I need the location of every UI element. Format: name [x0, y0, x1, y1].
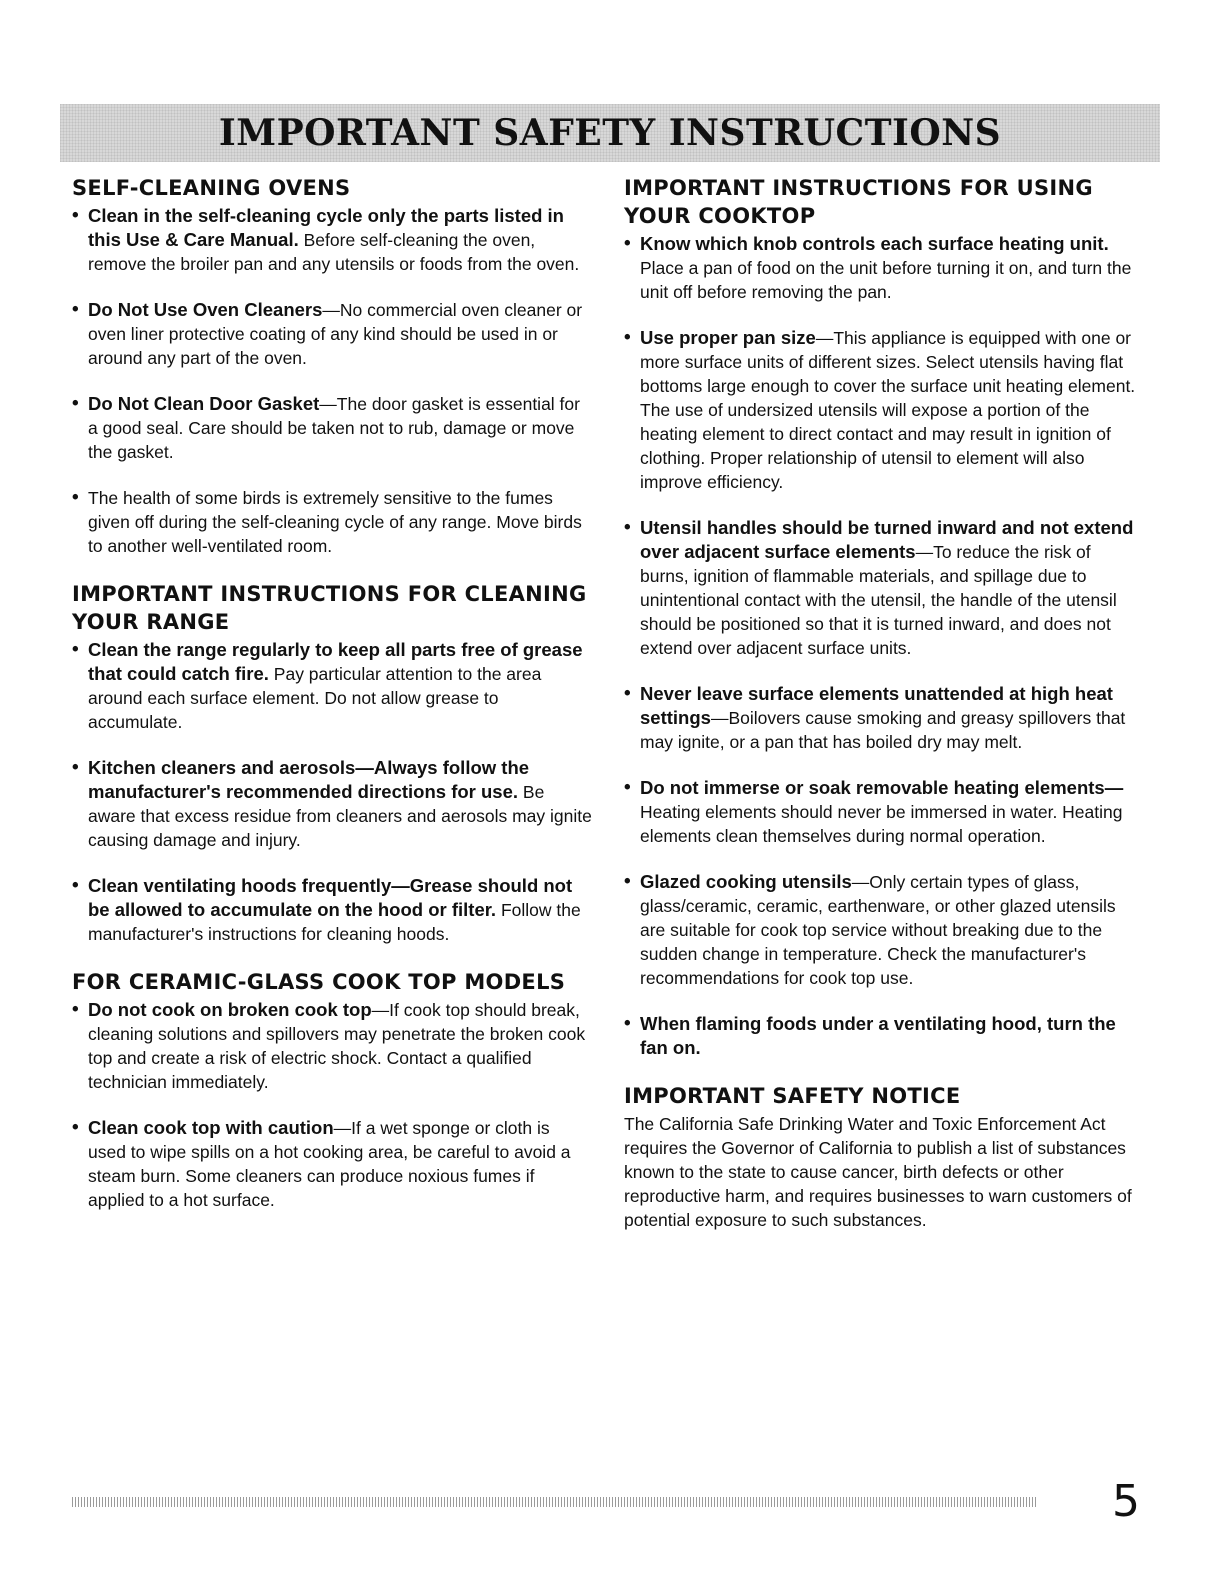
instruction-lead: Never leave surface elements unattended at high heat settings: [640, 683, 1113, 728]
instruction-item: [72, 204, 592, 276]
instruction-text: —To reduce the risk of burns, ignition of flammable materials, and spillage due to unintentional contact with the utensil, the handle of the utensil should be positioned so that it is turned inward, and does not extend over adjacent surface units.: [640, 542, 1117, 658]
instruction-text: —If a wet sponge or cloth is used to wipe spills on a hot cooking area, be careful to avoid a steam burn. Some cleaners can produce noxious fumes if applied to a hot surface.: [88, 1118, 571, 1210]
instruction-text: —Boilovers cause smoking and greasy spillovers that may ignite, or a pan that has boiled dry may melt.: [640, 708, 1126, 752]
page-number: 5: [1112, 1476, 1140, 1527]
instruction-item: [72, 756, 592, 852]
instruction-section: [72, 968, 592, 1212]
instruction-text: Heating elements should never be immersed in water. Heating elements clean themselves during normal operation.: [640, 802, 1123, 846]
right-column: [624, 174, 1144, 1254]
instruction-item: [624, 776, 1144, 848]
instruction-text: Place a pan of food on the unit before turning it on, and turn the unit off before removing the pan.: [640, 258, 1132, 302]
instruction-text: Pay particular attention to the area around each surface element. Do not allow grease to accumulate.: [88, 664, 542, 732]
instruction-lead: When flaming foods under a ventilating hood, turn the fan on.: [640, 1013, 1116, 1058]
instruction-item: [72, 998, 592, 1094]
right-sections: [624, 174, 1144, 1060]
left-column: [72, 174, 592, 1234]
instruction-section: [72, 580, 592, 946]
section-heading: IMPORTANT INSTRUCTIONS FOR CLEANING YOUR RANGE: [72, 582, 587, 634]
instruction-list: [72, 998, 592, 1212]
instruction-lead: Know which knob controls each surface heating unit.: [640, 233, 1109, 254]
instruction-list: [72, 638, 592, 946]
instruction-section: [72, 174, 592, 558]
title-banner: [60, 104, 1160, 162]
instruction-item: [624, 232, 1144, 304]
instruction-lead: Glazed cooking utensils: [640, 871, 852, 892]
footer-rule: [72, 1497, 1037, 1507]
instruction-section: [624, 174, 1144, 1060]
instruction-lead: Clean the range regularly to keep all parts free of grease that could catch fire.: [88, 639, 583, 684]
instruction-text: —This appliance is equipped with one or more surface units of different sizes. Select utensils having flat bottoms large enough to cover the surface unit heating element. The use of undersized utensils will expose a portion of the heating element to direct contact and may result in ignition of clothing. Proper relationship of utensil to element will also improve efficiency.: [640, 328, 1136, 492]
safety-notice-text: The California Safe Drinking Water and Toxic Enforcement Act requires the Governor of California to publish a list of substances known to the state to cause cancer, birth defects or other reproductive harm, and requires businesses to warn customers of potential exposure to such substances.: [624, 1114, 1132, 1230]
instruction-lead: Use proper pan size: [640, 327, 816, 348]
instruction-lead: Clean in the self-cleaning cycle only the parts listed in this Use & Care Manual.: [88, 205, 564, 250]
instruction-list: [624, 232, 1144, 1060]
instruction-item: [624, 516, 1144, 660]
section-heading: SELF-CLEANING OVENS: [72, 176, 351, 200]
instruction-lead: Do Not Use Oven Cleaners: [88, 299, 323, 320]
instruction-text: Before self-cleaning the oven, remove the broiler pan and any utensils or foods from the oven.: [88, 230, 580, 274]
instruction-text: —If cook top should break, cleaning solutions and spillovers may penetrate the broken cook top and create a risk of electric shock. Contact a qualified technician immediately.: [88, 1000, 586, 1092]
safety-notice-section: [624, 1082, 1144, 1232]
instruction-item: [72, 874, 592, 946]
instruction-item: [624, 682, 1144, 754]
instruction-text: —Only certain types of glass, glass/ceramic, ceramic, earthenware, or other glazed utensils are suitable for cook top service without breaking due to the sudden change in temperature. Check the manufacturer's recommendations for cook top use.: [640, 872, 1116, 988]
instruction-item: [72, 1116, 592, 1212]
instruction-item: [72, 392, 592, 464]
section-heading: IMPORTANT INSTRUCTIONS FOR USING YOUR COOKTOP: [624, 176, 1093, 228]
instruction-lead: Do Not Clean Door Gasket: [88, 393, 320, 414]
instruction-text: —The door gasket is essential for a good seal. Care should be taken not to rub, damage or move the gasket.: [88, 394, 580, 462]
instruction-text: Be aware that excess residue from cleaners and aerosols may ignite causing damage and injury.: [88, 782, 592, 850]
instruction-lead: Do not immerse or soak removable heating elements—: [640, 777, 1124, 798]
instruction-lead: Clean ventilating hoods frequently—Grease should not be allowed to accumulate on the hood or filter.: [88, 875, 573, 920]
instruction-lead: Clean cook top with caution: [88, 1117, 334, 1138]
section-heading: IMPORTANT SAFETY NOTICE: [624, 1084, 961, 1108]
instruction-list: [72, 204, 592, 558]
instruction-item: [624, 870, 1144, 990]
instruction-item: [72, 298, 592, 370]
instruction-item: [72, 486, 592, 558]
instruction-item: [624, 1012, 1144, 1060]
instruction-lead: Utensil handles should be turned inward and not extend over adjacent surface elements: [640, 517, 1134, 562]
section-heading: FOR CERAMIC-GLASS COOK TOP MODELS: [72, 970, 566, 994]
instruction-lead: Kitchen cleaners and aerosols—Always follow the manufacturer's recommended directions for use.: [88, 757, 530, 802]
page-title: IMPORTANT SAFETY INSTRUCTIONS: [218, 112, 1002, 154]
instruction-text: The health of some birds is extremely sensitive to the fumes given off during the self-cleaning cycle of any range. Move birds to another well-ventilated room.: [88, 488, 582, 556]
instruction-lead: Do not cook on broken cook top: [88, 999, 372, 1020]
instruction-text: Follow the manufacturer's instructions for cleaning hoods.: [88, 900, 581, 944]
instruction-item: [624, 326, 1144, 494]
instruction-item: [72, 638, 592, 734]
instruction-text: —No commercial oven cleaner or oven liner protective coating of any kind should be used in or around any part of the oven.: [88, 300, 583, 368]
